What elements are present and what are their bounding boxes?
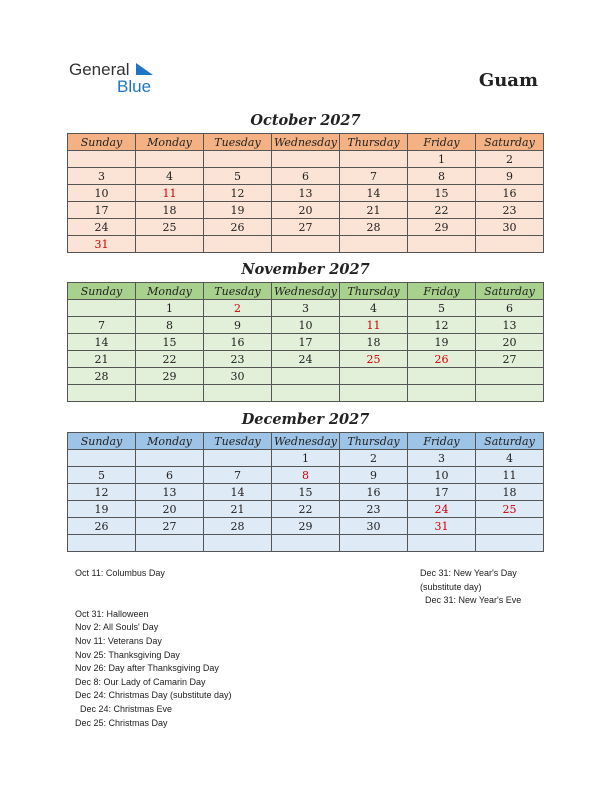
day-cell: 17	[68, 202, 136, 219]
day-cell	[272, 368, 340, 385]
calendar-december	[67, 432, 544, 552]
day-cell: 23	[204, 351, 272, 368]
week-row	[68, 151, 544, 168]
day-cell: 14	[68, 334, 136, 351]
day-cell: 12	[408, 317, 476, 334]
day-cell: 3	[408, 450, 476, 467]
month-title-october: October 2027	[250, 112, 361, 129]
day-cell: 3	[68, 168, 136, 185]
week-row	[68, 168, 544, 185]
day-cell: 23	[340, 501, 408, 518]
day-cell	[136, 236, 204, 253]
day-cell: 29	[272, 518, 340, 535]
day-cell: 1	[136, 300, 204, 317]
day-cell	[408, 236, 476, 253]
day-cell: 12	[204, 185, 272, 202]
day-cell: 14	[340, 185, 408, 202]
week-row	[68, 334, 544, 351]
week-row	[68, 317, 544, 334]
day-cell: 5	[68, 467, 136, 484]
day-cell: 16	[476, 185, 544, 202]
day-cell	[68, 450, 136, 467]
day-cell	[476, 385, 544, 402]
day-cell: 8	[408, 168, 476, 185]
day-cell: 20	[476, 334, 544, 351]
holiday-note: (substitute day)	[420, 581, 482, 592]
day-cell: 25	[476, 501, 544, 518]
day-cell: 15	[272, 484, 340, 501]
holiday-note: Nov 11: Veterans Day	[75, 635, 162, 646]
day-cell	[68, 151, 136, 168]
day-cell	[136, 450, 204, 467]
day-cell	[204, 385, 272, 402]
weekday-header: Monday	[136, 134, 204, 151]
day-cell: 18	[340, 334, 408, 351]
day-cell: 19	[68, 501, 136, 518]
day-cell	[476, 535, 544, 552]
weekday-header: Tuesday	[204, 433, 272, 450]
weekday-header-row	[68, 433, 544, 450]
weekday-header: Friday	[408, 134, 476, 151]
day-cell: 24	[68, 219, 136, 236]
day-cell	[204, 236, 272, 253]
day-cell: 31	[408, 518, 476, 535]
day-cell: 28	[204, 518, 272, 535]
holiday-note: Dec 31: New Year's Eve	[420, 595, 522, 606]
day-cell	[476, 236, 544, 253]
day-cell: 25	[136, 219, 204, 236]
day-cell	[272, 385, 340, 402]
week-row	[68, 202, 544, 219]
day-cell: 9	[340, 467, 408, 484]
day-cell: 24	[272, 351, 340, 368]
day-cell: 2	[204, 300, 272, 317]
day-cell: 11	[136, 185, 204, 202]
day-cell: 1	[408, 151, 476, 168]
day-cell	[68, 385, 136, 402]
country-title: Guam	[478, 70, 538, 91]
day-cell	[136, 385, 204, 402]
day-cell: 6	[476, 300, 544, 317]
day-cell: 30	[476, 219, 544, 236]
week-row	[68, 236, 544, 253]
day-cell: 30	[340, 518, 408, 535]
day-cell	[476, 368, 544, 385]
week-row	[68, 535, 544, 552]
day-cell: 9	[204, 317, 272, 334]
day-cell: 16	[340, 484, 408, 501]
logo-triangle-icon	[134, 62, 154, 76]
weekday-header: Saturday	[476, 134, 544, 151]
day-cell: 5	[204, 168, 272, 185]
day-cell: 10	[408, 467, 476, 484]
holiday-note: Dec 8: Our Lady of Camarin Day	[75, 676, 206, 687]
week-row	[68, 484, 544, 501]
weekday-header: Sunday	[68, 134, 136, 151]
holiday-note: Nov 25: Thanksgiving Day	[75, 649, 180, 660]
day-cell: 4	[340, 300, 408, 317]
holiday-notes-right	[420, 567, 521, 608]
day-cell	[408, 368, 476, 385]
day-cell: 13	[476, 317, 544, 334]
day-cell: 10	[68, 185, 136, 202]
logo-text-blue: Blue	[117, 77, 152, 96]
day-cell: 7	[68, 317, 136, 334]
weekday-header: Sunday	[68, 283, 136, 300]
holiday-note: Oct 31: Halloween	[75, 608, 149, 619]
day-cell: 26	[204, 219, 272, 236]
day-cell: 21	[204, 501, 272, 518]
month-title-november: November 2027	[241, 261, 370, 278]
weekday-header: Wednesday	[272, 283, 340, 300]
weekday-header: Monday	[136, 433, 204, 450]
day-cell: 4	[476, 450, 544, 467]
day-cell: 1	[272, 450, 340, 467]
week-row	[68, 518, 544, 535]
holiday-note: Dec 31: New Year's Day	[420, 568, 517, 578]
day-cell: 19	[408, 334, 476, 351]
day-cell: 25	[340, 351, 408, 368]
day-cell: 10	[272, 317, 340, 334]
day-cell	[340, 236, 408, 253]
day-cell	[204, 450, 272, 467]
holiday-note	[75, 581, 232, 595]
day-cell	[136, 535, 204, 552]
day-cell: 8	[136, 317, 204, 334]
day-cell: 11	[476, 467, 544, 484]
day-cell: 2	[476, 151, 544, 168]
day-cell	[340, 151, 408, 168]
weekday-header: Tuesday	[204, 283, 272, 300]
holiday-note: Dec 24: Christmas Day (substitute day)	[75, 690, 232, 701]
day-cell: 7	[340, 168, 408, 185]
holiday-note: Nov 26: Day after Thanksgiving Day	[75, 663, 219, 674]
day-cell: 28	[68, 368, 136, 385]
weekday-header: Tuesday	[204, 134, 272, 151]
calendar-october	[67, 133, 544, 253]
day-cell: 27	[476, 351, 544, 368]
day-cell	[136, 151, 204, 168]
day-cell: 21	[340, 202, 408, 219]
week-row	[68, 467, 544, 484]
week-row	[68, 300, 544, 317]
month-title-december: December 2027	[241, 411, 370, 428]
day-cell: 26	[408, 351, 476, 368]
day-cell: 14	[204, 484, 272, 501]
weekday-header: Saturday	[476, 433, 544, 450]
weekday-header-row	[68, 134, 544, 151]
day-cell	[340, 385, 408, 402]
day-cell	[272, 236, 340, 253]
day-cell: 31	[68, 236, 136, 253]
day-cell: 20	[272, 202, 340, 219]
weekday-header: Thursday	[340, 283, 408, 300]
day-cell: 13	[272, 185, 340, 202]
day-cell	[408, 385, 476, 402]
day-cell: 27	[136, 518, 204, 535]
day-cell: 30	[204, 368, 272, 385]
day-cell: 2	[340, 450, 408, 467]
week-row	[68, 501, 544, 518]
weekday-header: Thursday	[340, 134, 408, 151]
holiday-note	[75, 594, 232, 608]
day-cell: 23	[476, 202, 544, 219]
day-cell: 24	[408, 501, 476, 518]
holiday-note: Oct 11: Columbus Day	[75, 568, 165, 578]
day-cell: 8	[272, 467, 340, 484]
day-cell	[272, 151, 340, 168]
weekday-header: Monday	[136, 283, 204, 300]
weekday-header: Friday	[408, 433, 476, 450]
weekday-header: Wednesday	[272, 433, 340, 450]
week-row	[68, 351, 544, 368]
day-cell	[68, 300, 136, 317]
week-row	[68, 368, 544, 385]
day-cell: 13	[136, 484, 204, 501]
day-cell: 6	[136, 467, 204, 484]
day-cell: 20	[136, 501, 204, 518]
week-row	[68, 450, 544, 467]
day-cell: 16	[204, 334, 272, 351]
day-cell: 7	[204, 467, 272, 484]
day-cell	[272, 535, 340, 552]
day-cell: 26	[68, 518, 136, 535]
day-cell: 22	[408, 202, 476, 219]
day-cell: 21	[68, 351, 136, 368]
holiday-note: Dec 25: Christmas Day	[75, 717, 168, 728]
day-cell: 12	[68, 484, 136, 501]
day-cell	[340, 368, 408, 385]
day-cell	[408, 535, 476, 552]
weekday-header: Sunday	[68, 433, 136, 450]
weekday-header: Wednesday	[272, 134, 340, 151]
weekday-header-row	[68, 283, 544, 300]
day-cell: 29	[408, 219, 476, 236]
weekday-header: Saturday	[476, 283, 544, 300]
day-cell: 22	[272, 501, 340, 518]
day-cell: 11	[340, 317, 408, 334]
day-cell: 29	[136, 368, 204, 385]
day-cell: 5	[408, 300, 476, 317]
day-cell: 27	[272, 219, 340, 236]
holiday-notes-left	[75, 567, 232, 730]
day-cell: 4	[136, 168, 204, 185]
general-blue-logo	[69, 60, 169, 100]
day-cell	[204, 151, 272, 168]
holiday-note: Nov 2: All Souls' Day	[75, 622, 159, 633]
day-cell: 15	[136, 334, 204, 351]
day-cell: 18	[476, 484, 544, 501]
day-cell: 3	[272, 300, 340, 317]
day-cell: 19	[204, 202, 272, 219]
day-cell: 28	[340, 219, 408, 236]
day-cell: 9	[476, 168, 544, 185]
weekday-header: Friday	[408, 283, 476, 300]
week-row	[68, 185, 544, 202]
day-cell: 15	[408, 185, 476, 202]
holiday-note: Dec 24: Christmas Eve	[75, 703, 173, 714]
day-cell	[68, 535, 136, 552]
day-cell	[476, 518, 544, 535]
day-cell: 18	[136, 202, 204, 219]
day-cell: 17	[272, 334, 340, 351]
calendar-november	[67, 282, 544, 402]
day-cell: 6	[272, 168, 340, 185]
day-cell	[340, 535, 408, 552]
day-cell	[204, 535, 272, 552]
logo-text-general: General	[69, 60, 130, 79]
week-row	[68, 385, 544, 402]
day-cell: 22	[136, 351, 204, 368]
week-row	[68, 219, 544, 236]
day-cell: 17	[408, 484, 476, 501]
weekday-header: Thursday	[340, 433, 408, 450]
